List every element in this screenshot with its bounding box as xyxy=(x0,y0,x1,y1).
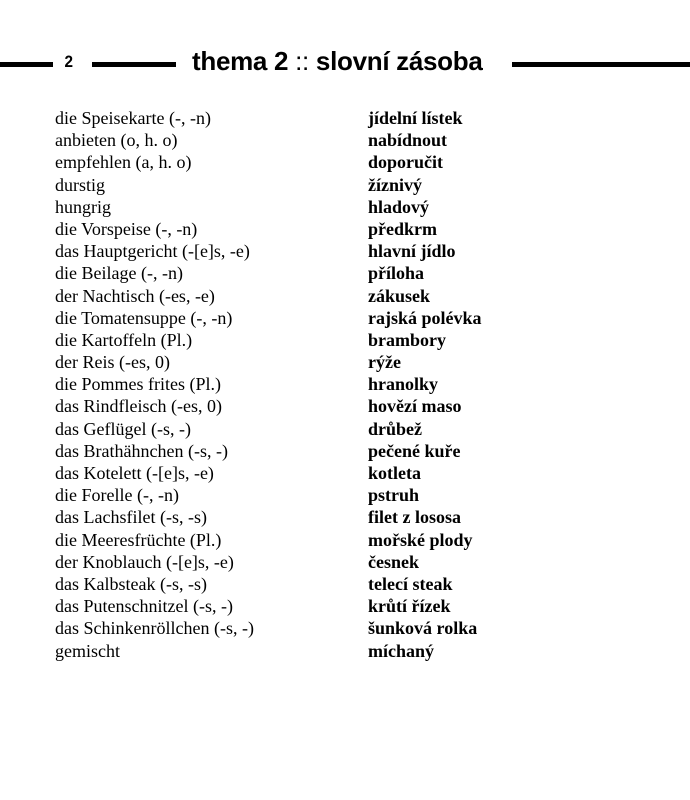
czech-translation: pečené kuře xyxy=(368,440,461,461)
german-term: das Hauptgericht (-[e]s, -e) xyxy=(55,241,250,262)
title-separator: :: xyxy=(295,46,309,76)
czech-translation: žíznivý xyxy=(368,174,422,195)
vocabulary-row xyxy=(0,286,690,308)
title-sub: slovní zásoba xyxy=(315,46,483,76)
czech-translation: doporučit xyxy=(368,152,444,173)
vocabulary-row xyxy=(0,441,690,463)
german-term: der Reis (-es, 0) xyxy=(55,352,170,373)
german-term: das Putenschnitzel (-s, -) xyxy=(55,596,233,617)
vocabulary-list xyxy=(0,108,690,663)
vocabulary-row xyxy=(0,219,690,241)
vocabulary-row xyxy=(0,152,690,174)
german-term: die Speisekarte (-, -n) xyxy=(55,108,211,128)
header-rule-right xyxy=(512,62,690,67)
czech-translation: drůbež xyxy=(368,418,422,439)
czech-translation: hladový xyxy=(368,196,430,217)
vocabulary-row xyxy=(0,130,690,152)
czech-translation: brambory xyxy=(368,329,446,350)
vocabulary-row xyxy=(0,530,690,552)
czech-translation: rýže xyxy=(368,352,401,373)
german-term: das Lachsfilet (-s, -s) xyxy=(55,507,207,528)
czech-translation: rajská polévka xyxy=(368,307,482,328)
vocabulary-row xyxy=(0,263,690,285)
czech-translation: kotleta xyxy=(368,463,421,483)
german-term: empfehlen (a, h. o) xyxy=(55,152,192,173)
german-term: das Brathähnchen (-s, -) xyxy=(55,440,228,461)
czech-translation: hovězí maso xyxy=(368,396,462,417)
czech-translation: mořské plody xyxy=(368,529,473,550)
czech-translation: krůtí řízek xyxy=(368,596,451,617)
czech-translation: hlavní jídlo xyxy=(368,241,456,262)
czech-translation: šunková rolka xyxy=(368,618,478,639)
czech-translation: zákusek xyxy=(368,285,431,306)
czech-translation: telecí steak xyxy=(368,573,453,594)
czech-translation: příloha xyxy=(368,263,425,284)
german-term: die Beilage (-, -n) xyxy=(55,263,183,284)
german-term: die Forelle (-, -n) xyxy=(55,485,179,506)
german-term: die Vorspeise (-, -n) xyxy=(55,218,198,239)
german-term: das Kalbsteak (-s, -s) xyxy=(55,573,207,594)
czech-translation: jídelní lístek xyxy=(368,108,463,128)
vocabulary-row xyxy=(0,108,690,130)
czech-translation: hranolky xyxy=(368,374,439,395)
german-term: die Meeresfrüchte (Pl.) xyxy=(55,529,222,550)
vocabulary-row xyxy=(0,197,690,219)
czech-translation: nabídnout xyxy=(368,130,448,151)
czech-translation: filet z lososa xyxy=(368,507,461,528)
german-term: das Rindfleisch (-es, 0) xyxy=(55,396,222,417)
vocabulary-row xyxy=(0,352,690,374)
vocabulary-row xyxy=(0,485,690,507)
german-term: das Geflügel (-s, -) xyxy=(55,418,191,439)
vocabulary-row xyxy=(0,308,690,330)
german-term: die Kartoffeln (Pl.) xyxy=(55,329,193,350)
german-term: anbieten (o, h. o) xyxy=(55,130,178,151)
vocabulary-row xyxy=(0,618,690,640)
czech-translation: míchaný xyxy=(368,640,435,661)
vocabulary-row xyxy=(0,396,690,418)
german-term: hungrig xyxy=(55,196,111,217)
header-rule-middle xyxy=(92,62,176,67)
vocabulary-row xyxy=(0,552,690,574)
vocabulary-row xyxy=(0,419,690,441)
vocabulary-row xyxy=(0,374,690,396)
title-main: thema 2 xyxy=(192,46,289,76)
czech-translation: předkrm xyxy=(368,218,437,239)
vocabulary-row xyxy=(0,574,690,596)
page-title xyxy=(192,46,483,77)
german-term: der Knoblauch (-[e]s, -e) xyxy=(55,551,234,572)
german-term: das Schinkenröllchen (-s, -) xyxy=(55,618,254,639)
vocabulary-row xyxy=(0,241,690,263)
german-term: die Pommes frites (Pl.) xyxy=(55,374,221,395)
vocabulary-row xyxy=(0,641,690,663)
vocabulary-row xyxy=(0,463,690,485)
german-term: das Kotelett (-[e]s, -e) xyxy=(55,463,214,483)
vocabulary-row xyxy=(0,596,690,618)
german-term: durstig xyxy=(55,174,106,195)
header-rule-left xyxy=(0,62,53,67)
vocabulary-row xyxy=(0,507,690,529)
vocabulary-row xyxy=(0,175,690,197)
german-term: gemischt xyxy=(55,640,120,661)
czech-translation: pstruh xyxy=(368,485,420,506)
czech-translation: česnek xyxy=(368,551,419,572)
german-term: die Tomatensuppe (-, -n) xyxy=(55,307,233,328)
page-number: 2 xyxy=(64,52,73,71)
vocabulary-row xyxy=(0,330,690,352)
german-term: der Nachtisch (-es, -e) xyxy=(55,285,215,306)
